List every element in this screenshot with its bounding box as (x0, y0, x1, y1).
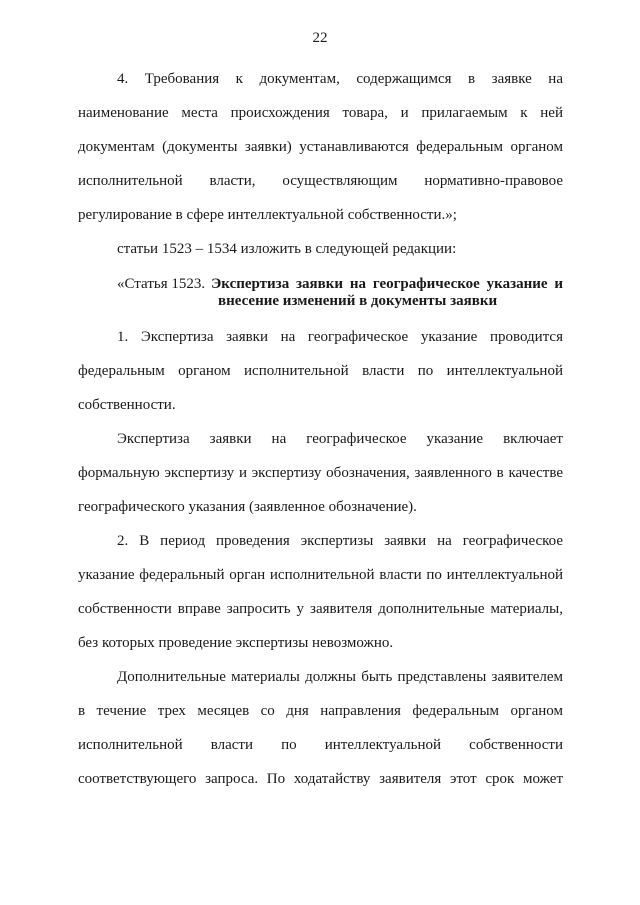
paragraph-line: собственности. (78, 397, 176, 413)
article-title-line-2: внесение изменений в документы заявки (218, 293, 498, 309)
page-number: 22 (312, 30, 328, 46)
paragraph-line: географического указания (заявленное обозначение). (78, 499, 417, 515)
article-number: «Статья 1523. (117, 276, 206, 292)
paragraph-line: собственности вправе запросить у заявителя дополнительные материалы, (78, 601, 563, 617)
paragraph-additional-materials (78, 660, 563, 796)
paragraph-line: документам (документы заявки) устанавливаются федеральным органом (78, 139, 563, 155)
paragraph-articles-instruction: статьи 1523 – 1534 изложить в следующей редакции: (117, 241, 457, 257)
article-heading (117, 276, 563, 310)
paragraph-examination-includes (78, 422, 563, 524)
paragraph-line: указание федеральный орган исполнительной власти по интеллектуальной (78, 567, 563, 583)
paragraph-line: 2. В период проведения экспертизы заявки на географическое (117, 533, 563, 549)
paragraph-line: регулирование в сфере интеллектуальной собственности.»; (78, 207, 457, 223)
paragraph-line: наименование места происхождения товара, и прилагаемым к ней (78, 105, 563, 121)
paragraph-line: без которых проведение экспертизы невозможно. (78, 635, 394, 651)
text-block-1 (78, 62, 563, 266)
paragraph-line: 1. Экспертиза заявки на географическое указание проводится (117, 329, 563, 345)
paragraph-line: исполнительной власти, осуществляющим нормативно-правовое (78, 173, 563, 189)
paragraph-line: исполнительной власти по интеллектуальной собственности (78, 737, 563, 753)
paragraph-line: формальную экспертизу и экспертизу обозначения, заявленного в качестве (78, 465, 563, 481)
paragraph-line: Дополнительные материалы должны быть представлены заявителем (117, 669, 563, 685)
article-title-line-1: Экспертиза заявки на географическое указание и (211, 276, 563, 292)
paragraph-line: 4. Требования к документам, содержащимся в заявке на (117, 71, 563, 87)
paragraph-additional-request (78, 524, 563, 660)
text-block-2 (78, 320, 563, 796)
paragraph-line: соответствующего запроса. По ходатайству заявителя этот срок может (78, 771, 563, 787)
paragraph-line: федеральным органом исполнительной власти по интеллектуальной (78, 363, 563, 379)
paragraph-examination (78, 320, 563, 422)
paragraph-line: в течение трех месяцев со дня направления федеральным органом (78, 703, 563, 719)
paragraph-line: Экспертиза заявки на географическое указание включает (117, 431, 563, 447)
paragraph-requirements (78, 62, 563, 232)
